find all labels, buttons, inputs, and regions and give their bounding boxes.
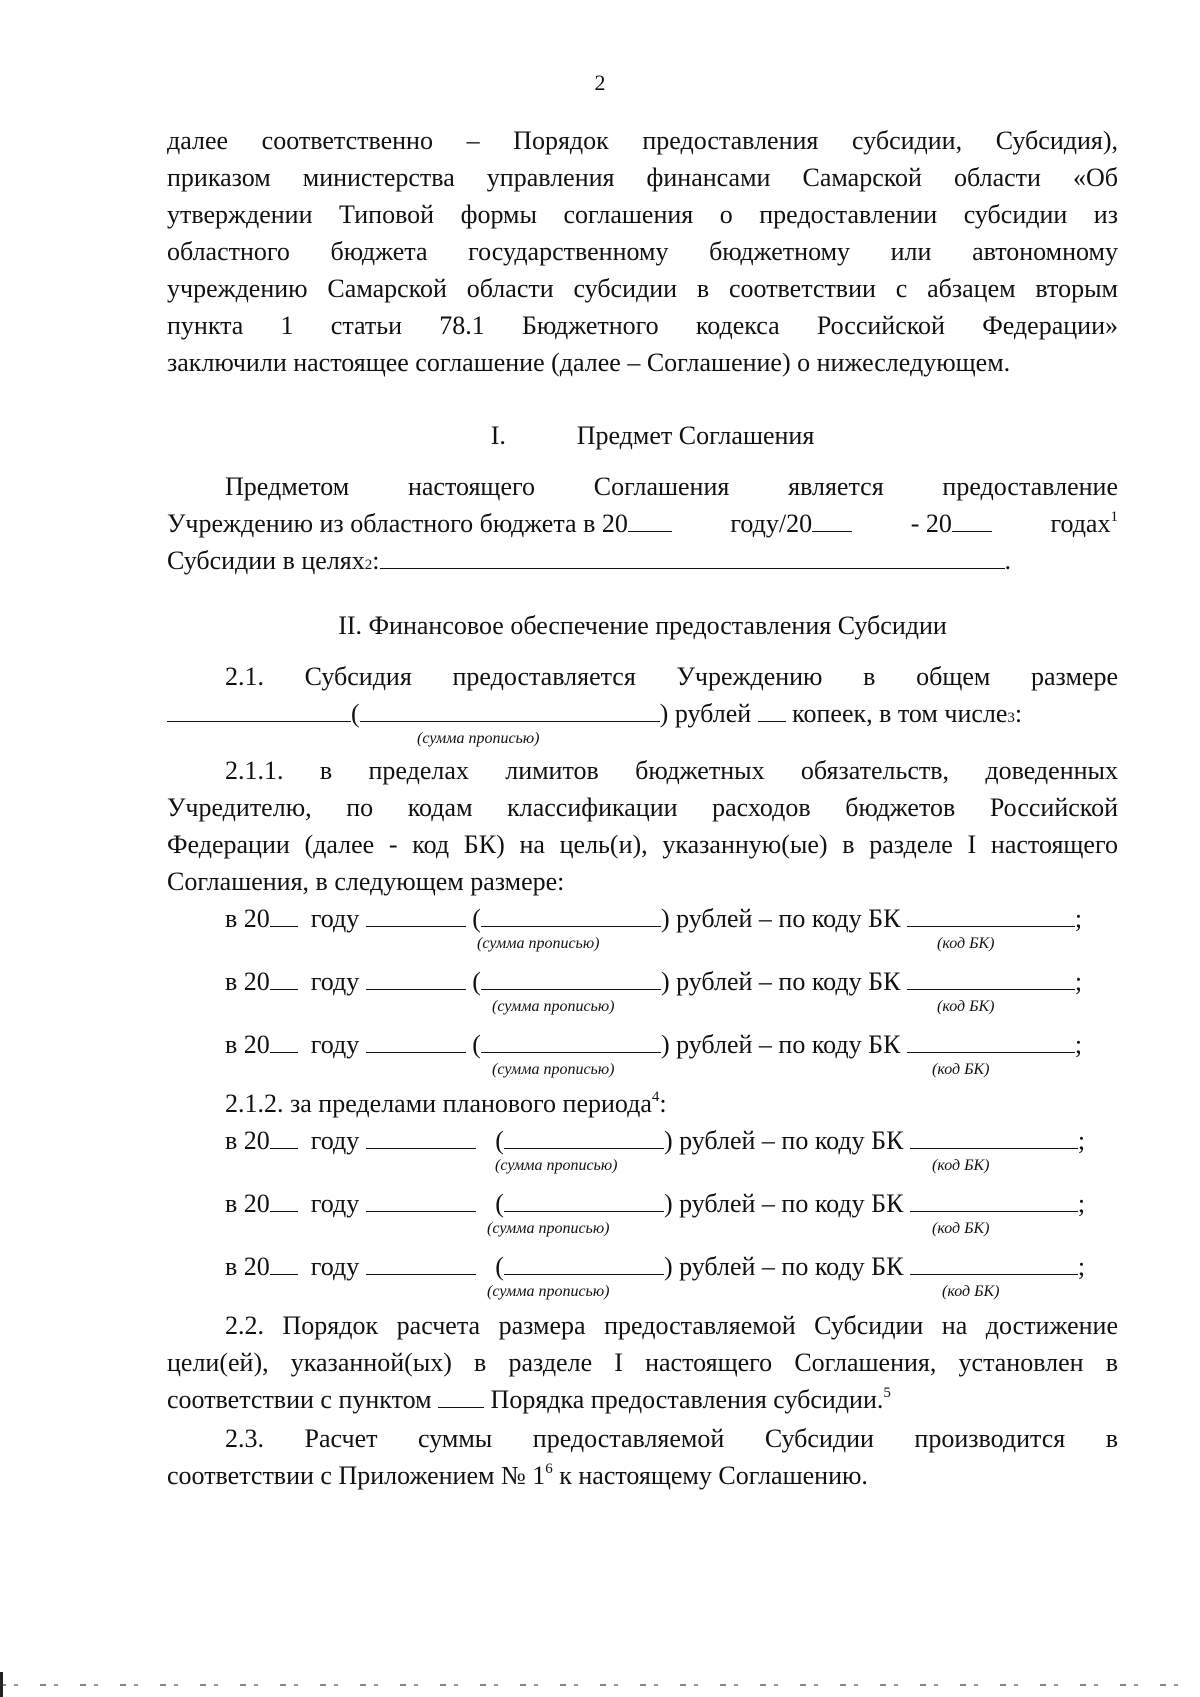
text-fragment: (	[351, 699, 360, 728]
text-fragment: Субсидии в целях	[167, 546, 365, 575]
p211-line: Соглашения, в следующем размере:	[167, 867, 565, 896]
text-fragment: (	[495, 1126, 504, 1155]
sum-note-text: (сумма прописью)	[492, 1061, 615, 1078]
p211-line: Федерации (далее - код БК) на цель(и), указанную(ые) в разделе I настоящего	[167, 830, 1118, 859]
p23-line: 2.3. Расчет суммы предоставляемой Субсидии производится в	[225, 1424, 1118, 1453]
blank-line	[366, 1210, 476, 1212]
row-notes	[167, 1000, 1118, 1020]
row-notes	[167, 937, 1118, 957]
blank-line	[504, 1147, 664, 1149]
text-fragment: году	[310, 967, 360, 996]
text-fragment: году/20	[730, 509, 813, 538]
code-note-text: (код БК)	[932, 1220, 990, 1237]
budget-row	[167, 1026, 1118, 1063]
blank-line	[366, 988, 466, 990]
text-fragment: ) рублей – по коду БК	[663, 1189, 904, 1218]
text-fragment: ) рублей – по коду БК	[660, 967, 901, 996]
sum-note-text: (сумма прописью)	[487, 1220, 610, 1237]
footnote-ref: 6	[545, 1461, 553, 1477]
blank-line	[366, 1051, 466, 1053]
blank-line	[167, 720, 351, 722]
intro-line: заключили настоящее соглашение (далее – Соглашение) о нижеследующем.	[167, 348, 1011, 377]
intro-line: областного бюджета государственному бюджетному или автономному	[167, 237, 1118, 266]
code-note-text: (код БК)	[937, 998, 995, 1015]
code-note-text: (код БК)	[937, 935, 995, 952]
blank-line	[270, 1273, 298, 1275]
row-notes	[167, 1063, 1118, 1083]
row-notes	[167, 1222, 1118, 1242]
text-fragment: году	[310, 1030, 360, 1059]
blank-line	[907, 1051, 1075, 1053]
text-fragment: ;	[1074, 904, 1083, 933]
text-fragment: (	[472, 967, 481, 996]
text-fragment: )	[659, 699, 669, 728]
text-fragment: :	[372, 546, 380, 575]
document-body	[167, 122, 1118, 1494]
text-fragment: (	[495, 1189, 504, 1218]
text-fragment: копеек, в том числе	[792, 699, 1008, 728]
blank-line	[481, 1051, 661, 1053]
text-fragment: году	[310, 1126, 360, 1155]
section1-line: Субсидии в целях 2 : .	[167, 542, 1118, 579]
intro-line: учреждению Самарской области субсидии в соответствии с абзацем вторым	[167, 274, 1118, 303]
text-fragment: ;	[1074, 1030, 1083, 1059]
text-fragment: :	[659, 1089, 667, 1118]
p212-line	[167, 1085, 1118, 1122]
text-fragment: :	[1014, 699, 1023, 728]
intro-line: далее соответственно – Порядок предоставления субсидии, Субсидия),	[167, 126, 1118, 155]
section1-title: Предмет Соглашения	[576, 421, 815, 450]
text-fragment: в 20	[225, 1189, 270, 1218]
text-fragment: рублей	[674, 699, 752, 728]
text-fragment: в 20	[225, 967, 270, 996]
p211-line: Учредителю, по кодам классификации расходов бюджетов Российской	[167, 793, 1118, 822]
blank-line	[481, 925, 661, 927]
budget-row	[167, 1185, 1118, 1222]
text-fragment: соответствии с пунктом	[167, 1385, 432, 1414]
text-fragment: (	[495, 1252, 504, 1281]
blank-line	[270, 1147, 298, 1149]
blank-line	[481, 988, 661, 990]
text-fragment: ;	[1074, 967, 1083, 996]
sum-note	[167, 732, 1118, 752]
blank-line	[270, 925, 298, 927]
page-number: 2	[594, 70, 606, 95]
blank-line	[504, 1273, 664, 1275]
blank-line	[366, 1273, 476, 1275]
p23-line	[167, 1457, 1118, 1494]
section1-heading	[167, 417, 1118, 454]
budget-row	[167, 900, 1118, 937]
scan-edge-line	[0, 1684, 1200, 1686]
text-fragment: в 20	[225, 904, 270, 933]
blank-line	[504, 1210, 664, 1212]
text-fragment: соответствии с Приложением № 1	[167, 1461, 546, 1490]
budget-row	[167, 1248, 1118, 1285]
p211-line: 2.1.1. в пределах лимитов бюджетных обязательств, доведенных	[225, 756, 1118, 785]
text-fragment: в 20	[225, 1252, 270, 1281]
row-notes	[167, 1285, 1118, 1305]
text-fragment: .	[1004, 546, 1011, 575]
text-fragment: ) рублей – по коду БК	[663, 1252, 904, 1281]
text-fragment: Порядка предоставления субсидии.	[490, 1385, 884, 1414]
code-note-text: (код БК)	[932, 1157, 990, 1174]
intro-line: утверждении Типовой формы соглашения о предоставлении субсидии из	[167, 200, 1118, 229]
blank-line	[366, 925, 466, 927]
blank-line	[380, 567, 1005, 569]
blank-line	[366, 1147, 476, 1149]
blank-line	[907, 925, 1075, 927]
text-fragment: ) рублей – по коду БК	[660, 904, 901, 933]
blank-line	[270, 988, 298, 990]
p22-line: цели(ей), указанной(ых) в разделе I настоящего Соглашения, установлен в	[167, 1348, 1118, 1377]
text-fragment: в 20	[225, 1126, 270, 1155]
blank-line	[910, 1273, 1078, 1275]
blank-line	[812, 530, 852, 532]
text-fragment: ;	[1077, 1189, 1086, 1218]
blank-line	[360, 720, 660, 722]
text-fragment: 2.1.2. за пределами планового периода	[225, 1089, 652, 1118]
intro-line: приказом министерства управления финансами Самарской области «Об	[167, 163, 1118, 192]
text-fragment: ) рублей – по коду БК	[663, 1126, 904, 1155]
blank-line	[910, 1147, 1078, 1149]
sum-note-text: (сумма прописью)	[495, 1157, 618, 1174]
text-fragment: ;	[1077, 1252, 1086, 1281]
blank-line	[952, 530, 992, 532]
sum-note-text: (сумма прописью)	[477, 935, 600, 952]
text-fragment: ) рублей – по коду БК	[660, 1030, 901, 1059]
sum-note-text: (сумма прописью)	[417, 730, 540, 747]
text-fragment: - 20	[910, 509, 952, 538]
blank-line	[270, 1051, 298, 1053]
blank-line	[907, 988, 1075, 990]
section2-heading: II. Финансовое обеспечение предоставления Субсидии	[338, 611, 947, 640]
p21-line: ( ) рублей копеек, в том числе 3 :	[167, 695, 1118, 732]
blank-line	[628, 530, 672, 532]
footnote-ref: 5	[883, 1385, 891, 1401]
blank-line	[758, 720, 786, 722]
sum-note-text: (сумма прописью)	[492, 998, 615, 1015]
p22-line: 2.2. Порядок расчета размера предоставляемой Субсидии на достижение	[225, 1311, 1118, 1340]
intro-line: пункта 1 статьи 78.1 Бюджетного кодекса Российской Федерации»	[167, 311, 1118, 340]
text-fragment: годах	[1050, 509, 1111, 538]
p22-line	[167, 1381, 1118, 1418]
text-fragment: к настоящему Соглашению.	[552, 1461, 868, 1490]
text-fragment: ;	[1077, 1126, 1086, 1155]
text-fragment: году	[310, 904, 360, 933]
p21-line: 2.1. Субсидия предоставляется Учреждению в общем размере	[225, 662, 1118, 691]
budget-row	[167, 963, 1118, 1000]
blank-line	[270, 1210, 298, 1212]
section1-roman: I.	[490, 421, 506, 450]
text-fragment: в 20	[225, 1030, 270, 1059]
text-fragment: Учреждению из областного бюджета в 20	[167, 509, 628, 538]
row-notes	[167, 1159, 1118, 1179]
footnote-ref: 4	[651, 1089, 660, 1105]
code-note-text: (код БК)	[932, 1061, 990, 1078]
sum-note-text: (сумма прописью)	[487, 1283, 610, 1300]
text-fragment: году	[310, 1189, 360, 1218]
code-note-text: (код БК)	[942, 1283, 1000, 1300]
text-fragment: (	[472, 904, 481, 933]
blank-line	[910, 1210, 1078, 1212]
text-fragment: (	[472, 1030, 481, 1059]
footnote-ref: 1	[1110, 509, 1118, 525]
text-fragment: году	[310, 1252, 360, 1281]
intro-paragraph	[167, 122, 1118, 381]
blank-line	[438, 1406, 484, 1408]
section1-line	[167, 505, 1118, 542]
budget-row	[167, 1122, 1118, 1159]
section1-line: Предметом настоящего Соглашения является предоставление	[225, 472, 1118, 501]
